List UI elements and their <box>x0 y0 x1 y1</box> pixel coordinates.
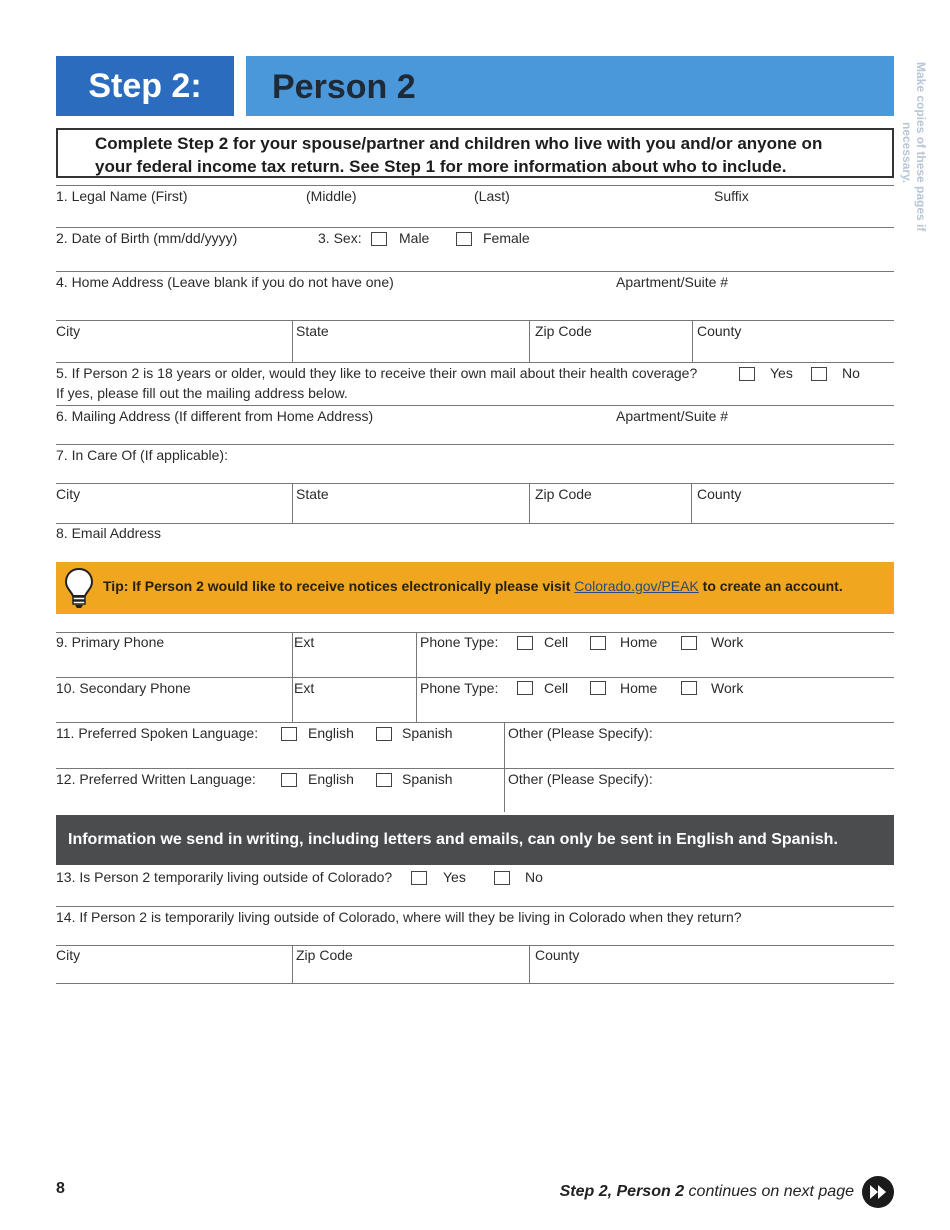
intro-instructions <box>56 128 894 178</box>
continues-bold: Step 2, Person 2 <box>559 1183 685 1200</box>
spoken-english-checkbox[interactable] <box>281 727 297 741</box>
peak-link[interactable]: Colorado.gov/PEAK <box>574 578 699 594</box>
side-note-line2: necessary. <box>900 122 914 184</box>
continues-rest: continues on next page <box>684 1183 854 1200</box>
home-city-label: City <box>56 323 81 339</box>
tip-suffix: to create an account. <box>698 578 843 594</box>
primary-cell-label: Cell <box>544 634 569 650</box>
return-city-label: City <box>56 947 81 963</box>
home-zip-label: Zip Code <box>535 323 592 339</box>
spoken-english-label: English <box>308 725 354 741</box>
mail-city-label: City <box>56 486 81 502</box>
outside-no-label: No <box>525 869 543 885</box>
outside-no-checkbox[interactable] <box>494 871 510 885</box>
mailing-address-label: 6. Mailing Address (If different from Home Address) <box>56 408 374 424</box>
return-county-label: County <box>535 947 580 963</box>
legal-name-suffix-label: Suffix <box>714 188 749 204</box>
spoken-spanish-checkbox[interactable] <box>376 727 392 741</box>
language-notice: Information we send in writing, including letters and emails, can only be sent in English and Spanish. <box>56 815 894 865</box>
written-english-checkbox[interactable] <box>281 773 297 787</box>
home-county-label: County <box>697 323 742 339</box>
legal-name-last-label: (Last) <box>474 188 510 204</box>
spoken-other-label: Other (Please Specify): <box>508 725 653 741</box>
return-location-question: 14. If Person 2 is temporarily living outside of Colorado, where will they be living in Colorado when they return? <box>56 909 742 925</box>
written-spanish-label: Spanish <box>402 771 453 787</box>
primary-home-label: Home <box>620 634 658 650</box>
page-number: 8 <box>56 1180 65 1197</box>
sex-female-checkbox[interactable] <box>456 232 472 246</box>
return-zip-label: Zip Code <box>296 947 353 963</box>
legal-name-middle-label: (Middle) <box>306 188 357 204</box>
home-address-label: 4. Home Address (Leave blank if you do not have one) <box>56 274 394 290</box>
own-mail-question: 5. If Person 2 is 18 years or older, would they like to receive their own mail about their health coverage? <box>56 365 698 381</box>
own-mail-note: If yes, please fill out the mailing address below. <box>56 385 348 401</box>
mailing-apt-label: Apartment/Suite # <box>616 408 729 424</box>
sex-label: 3. Sex: <box>318 230 362 246</box>
primary-work-label: Work <box>711 634 744 650</box>
sex-female-label: Female <box>483 230 530 246</box>
primary-type-label: Phone Type: <box>420 634 499 650</box>
outside-colorado-question: 13. Is Person 2 temporarily living outside of Colorado? <box>56 869 393 885</box>
tip-banner <box>56 562 894 614</box>
side-note <box>902 62 934 252</box>
secondary-work-label: Work <box>711 680 744 696</box>
side-note-line1: Make copies of these pages if <box>914 62 928 232</box>
primary-home-checkbox[interactable] <box>590 636 606 650</box>
person-banner: Person 2 <box>246 56 894 116</box>
tip-prefix: Tip: If Person 2 would like to receive notices electronically please visit <box>103 578 575 594</box>
tip-text <box>103 578 843 594</box>
written-language-label: 12. Preferred Written Language: <box>56 771 256 787</box>
spoken-spanish-label: Spanish <box>402 725 453 741</box>
intro-line2: your federal income tax return. See Step 1 for more information about who to include. <box>95 157 787 176</box>
next-page-icon <box>862 1176 894 1208</box>
written-other-label: Other (Please Specify): <box>508 771 653 787</box>
own-mail-yes-label: Yes <box>770 365 793 381</box>
secondary-work-checkbox[interactable] <box>681 681 697 695</box>
secondary-ext-label: Ext <box>294 680 315 696</box>
mail-zip-label: Zip Code <box>535 486 592 502</box>
secondary-type-label: Phone Type: <box>420 680 499 696</box>
dob-label: 2. Date of Birth (mm/dd/yyyy) <box>56 230 238 246</box>
written-spanish-checkbox[interactable] <box>376 773 392 787</box>
outside-yes-checkbox[interactable] <box>411 871 427 885</box>
in-care-of-label: 7. In Care Of (If applicable): <box>56 447 228 463</box>
intro-line1: Complete Step 2 for your spouse/partner and children who live with you and/or anyone on <box>95 134 823 153</box>
mail-state-label: State <box>296 486 329 502</box>
own-mail-yes-checkbox[interactable] <box>739 367 755 381</box>
home-state-label: State <box>296 323 329 339</box>
mail-county-label: County <box>697 486 742 502</box>
outside-yes-label: Yes <box>443 869 466 885</box>
secondary-phone-label: 10. Secondary Phone <box>56 680 191 696</box>
email-label: 8. Email Address <box>56 525 162 541</box>
home-apt-label: Apartment/Suite # <box>616 274 729 290</box>
secondary-home-label: Home <box>620 680 658 696</box>
secondary-cell-checkbox[interactable] <box>517 681 533 695</box>
continues-note <box>560 1183 854 1201</box>
primary-work-checkbox[interactable] <box>681 636 697 650</box>
own-mail-no-checkbox[interactable] <box>811 367 827 381</box>
secondary-cell-label: Cell <box>544 680 569 696</box>
primary-phone-label: 9. Primary Phone <box>56 634 165 650</box>
primary-cell-checkbox[interactable] <box>517 636 533 650</box>
legal-name-first-label: 1. Legal Name (First) <box>56 188 188 204</box>
sex-male-label: Male <box>399 230 430 246</box>
own-mail-no-label: No <box>842 365 860 381</box>
primary-ext-label: Ext <box>294 634 315 650</box>
spoken-language-label: 11. Preferred Spoken Language: <box>56 725 259 741</box>
written-english-label: English <box>308 771 354 787</box>
secondary-home-checkbox[interactable] <box>590 681 606 695</box>
lightbulb-icon <box>62 566 96 610</box>
sex-male-checkbox[interactable] <box>371 232 387 246</box>
step-banner: Step 2: <box>56 56 234 116</box>
